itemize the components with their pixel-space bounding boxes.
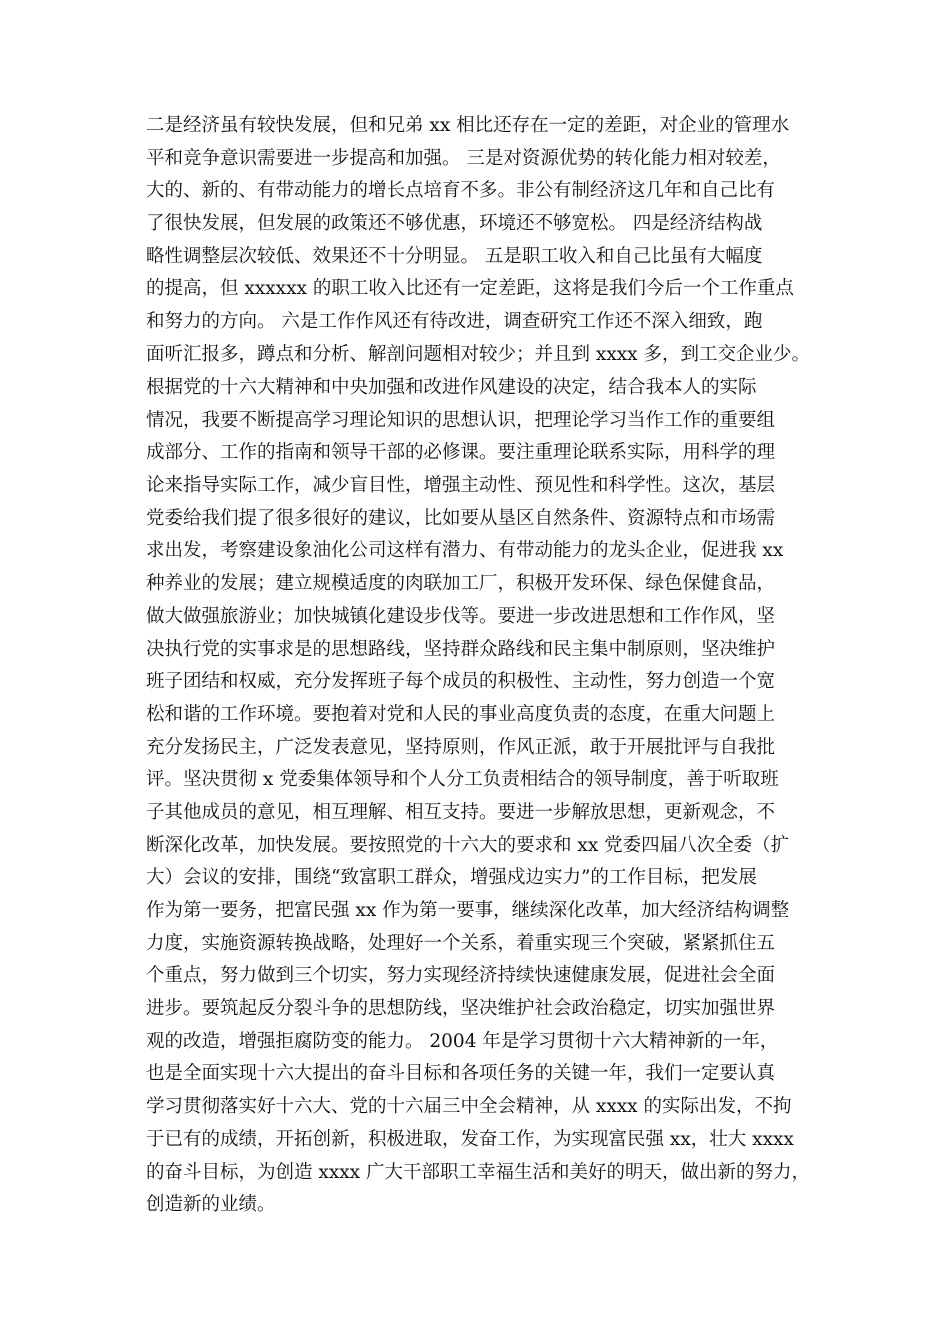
text-line: 论来指导实际工作，减少盲目性，增强主动性、预见性和科学性。这次，基层: [146, 475, 776, 497]
text-line: 作为第一要务，把富民强 xx 作为第一要事，继续深化改革，加大经济结构调整: [146, 900, 790, 921]
text-line: 决执行党的实事求是的思想路线，坚持群众路线和民主集中制原则，坚决维护: [146, 638, 776, 660]
text-line: 和努力的方向。 六是工作作风还有待改进，调查研究工作还不深入细致，跑: [146, 311, 763, 333]
text-line: 种养业的发展；建立规模适度的肉联加工厂，积极开发环保、绿色保健食品，: [146, 573, 776, 595]
paragraph-economy-issues: [146, 110, 826, 372]
text-line: 情况，我要不断提高学习理论知识的思想认识，把理论学习当作工作的重要组: [146, 409, 776, 431]
text-line: 成部分、工作的指南和领导干部的必修课。要注重理论联系实际，用科学的理: [146, 442, 776, 464]
text-line: 了很快发展，但发展的政策还不够优惠，环境还不够宽松。 四是经济结构战: [146, 213, 763, 235]
text-line: 大）会议的安排，围绕“致富职工群众，增强戍边实力”的工作目标，把发展: [146, 867, 757, 889]
text-line: 也是全面实现十六大提出的奋斗目标和各项任务的关键一年，我们一定要认真: [146, 1063, 776, 1085]
text-line: 松和谐的工作环境。要抱着对党和人民的事业高度负责的态度，在重大问题上: [146, 703, 776, 725]
text-line: 大的、新的、有带动能力的增长点培育不多。非公有制经济这几年和自己比有: [146, 180, 776, 202]
text-line: 根据党的十六大精神和中央加强和改进作风建设的决定，结合我本人的实际: [146, 377, 757, 398]
text-line: 于已有的成绩，开拓创新，积极进取，发奋工作，为实现富民强 xx，壮大 xxxx: [146, 1128, 794, 1150]
text-line: 学习贯彻落实好十六大、党的十六届三中全会精神，从 xxxx 的实际出发，不拘: [146, 1096, 792, 1118]
text-line: 做大做强旅游业；加快城镇化建设步伐等。要进一步改进思想和工作作风，坚: [146, 605, 776, 627]
text-line: 力度，实施资源转换战略，处理好一个关系，着重实现三个突破，紧紧抓住五: [146, 932, 776, 954]
text-line: 的提高，但 xxxxxx 的职工收入比还有一定差距，这将是我们今后一个工作重点: [146, 278, 794, 300]
text-line: 党委给我们提了很多很好的建议，比如要从垦区自然条件、资源特点和市场需: [146, 507, 776, 529]
text-line: 个重点，努力做到三个切实，努力实现经济持续快速健康发展，促进社会全面: [146, 965, 776, 987]
text-line: 班子团结和权威，充分发挥班子每个成员的积极性、主动性，努力创造一个宽: [146, 671, 776, 693]
paragraph-work-plan: [146, 372, 826, 1222]
text-line: 充分发扬民主，广泛发表意见，坚持原则，作风正派，敢于开展批评与自我批: [146, 736, 776, 758]
text-line: 断深化改革，加快发展。要按照党的十六大的要求和 xx 党委四届八次全委（扩: [146, 834, 790, 856]
text-line: 平和竞争意识需要进一步提高和加强。 三是对资源优势的转化能力相对较差，: [146, 147, 781, 169]
text-line: 二是经济虽有较快发展，但和兄弟 xx 相比还存在一定的差距，对企业的管理水: [146, 115, 790, 136]
text-line: 的奋斗目标，为创造 xxxx 广大干部职工幸福生活和美好的明天，做出新的努力，: [146, 1161, 810, 1183]
text-line: 进步。要筑起反分裂斗争的思想防线，坚决维护社会政治稳定，切实加强世界: [146, 998, 776, 1020]
text-line: 略性调整层次较低、效果还不十分明显。 五是职工收入和自己比虽有大幅度: [146, 245, 763, 267]
text-line: 观的改造，增强拒腐防变的能力。 2004 年是学习贯彻十六大精神新的一年，: [146, 1030, 779, 1052]
text-line: 面听汇报多，蹲点和分析、解剖问题相对较少；并且到 xxxx 多，到工交企业少。: [146, 343, 810, 365]
text-line: 创造新的业绩。: [146, 1194, 276, 1216]
text-line: 子其他成员的意见，相互理解、相互支持。要进一步解放思想，更新观念，不: [146, 801, 776, 823]
text-line: 评。坚决贯彻 x 党委集体领导和个人分工负责相结合的领导制度，善于听取班: [146, 769, 779, 791]
text-line: 求出发，考察建设象油化公司这样有潜力、有带动能力的龙头企业，促进我 xx: [146, 540, 784, 562]
